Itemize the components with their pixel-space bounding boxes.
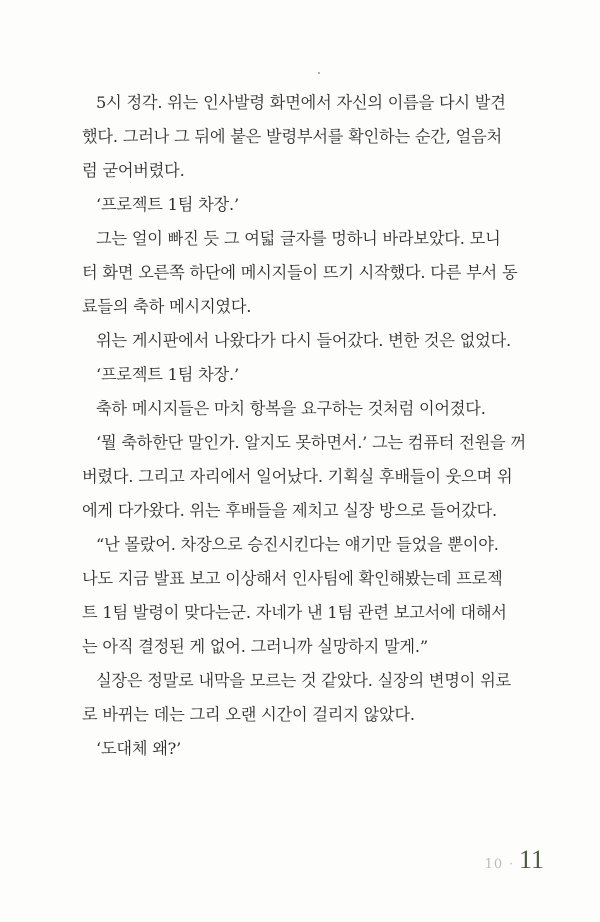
text-line: 5시 정각. 위는 인사발령 화면에서 자신의 이름을 다시 발견: [96, 93, 506, 112]
text-line: ‘뭘 축하한단 말인가. 알지도 못하면서.’ 그는 컴퓨터 전원을 꺼: [96, 433, 526, 452]
text-line: “난 몰랐어. 차장으로 승진시킨다는 얘기만 들었을 뿐이야.: [96, 535, 499, 554]
current-page-number: 11: [518, 845, 544, 874]
text-line: 트 1팀 발령이 맞다는군. 자네가 낸 1팀 관련 보고서에 대해서: [82, 603, 507, 622]
text-line: 버렸다. 그리고 자리에서 일어났다. 기획실 후배들이 웃으며 위: [82, 467, 513, 486]
text-line: ‘프로젝트 1팀 차장.’: [96, 195, 239, 214]
text-line: 터 화면 오른쪽 하단에 메시지들이 뜨기 시작했다. 다른 부서 동: [82, 263, 518, 282]
text-line: ‘프로젝트 1팀 차장.’: [96, 365, 239, 384]
text-line: 축하 메시지들은 마치 항복을 요구하는 것처럼 이어졌다.: [96, 399, 486, 418]
text-line: ‘도대체 왜?’: [96, 739, 182, 758]
folio-separator: ·: [509, 857, 513, 871]
text-line: 위는 게시판에서 나왔다가 다시 들어갔다. 변한 것은 없었다.: [96, 331, 511, 350]
previous-page-number: 10: [484, 857, 504, 872]
text-line: 했다. 그러나 그 뒤에 붙은 발령부서를 확인하는 순간, 얼음처: [82, 127, 502, 146]
text-line: 실장은 정말로 내막을 모르는 것 같았다. 실장의 변명이 위로: [96, 671, 511, 690]
text-line: 는 아직 결정된 게 없어. 그러니까 실망하지 말게.”: [82, 637, 428, 656]
page-folio: [485, 845, 544, 875]
text-line: 료들의 축하 메시지였다.: [82, 297, 252, 316]
text-line: 로 바뀌는 데는 그리 오랜 시간이 걸리지 않았다.: [82, 705, 415, 724]
body-text: [82, 86, 528, 766]
text-line: 그는 얼이 빠진 듯 그 여덟 글자를 멍하니 바라보았다. 모니: [96, 229, 501, 248]
text-line: 럼 굳어버렸다.: [82, 161, 185, 180]
print-mark: [318, 72, 320, 74]
text-line: 에게 다가왔다. 위는 후배들을 제치고 실장 방으로 들어갔다.: [82, 501, 497, 520]
text-line: 나도 지금 발표 보고 이상해서 인사팀에 확인해봤는데 프로젝: [82, 569, 503, 588]
